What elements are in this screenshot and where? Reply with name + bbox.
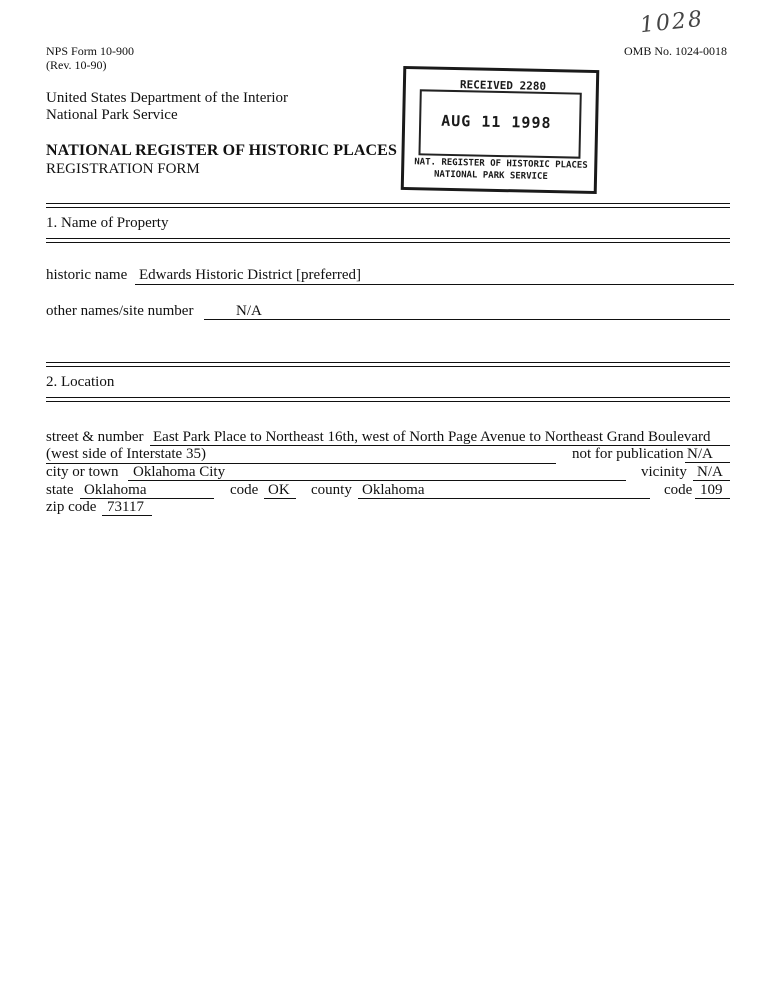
street-field-line2[interactable]: (west side of Interstate 35) [46,446,556,464]
handwritten-number: 1028 [638,6,706,39]
county-label: county [311,482,352,498]
county-field[interactable]: Oklahoma [358,482,650,499]
state-field[interactable]: Oklahoma [80,482,214,499]
agency-name: National Park Service [46,107,178,123]
section-rule [46,362,730,363]
other-names-field[interactable]: N/A [204,303,730,320]
stamp-service-text: NATIONAL PARK SERVICE [433,169,548,183]
historic-name-label: historic name [46,267,128,283]
city-field[interactable]: Oklahoma City [128,464,626,481]
stamp-register-text: NAT. REGISTER OF HISTORIC PLACES [414,157,588,171]
stamp-date: AUG 11 1998 [440,111,552,133]
stamp-received-text: RECEIVED 2280 [459,78,547,93]
vicinity-label: vicinity [641,464,687,480]
county-code-field[interactable]: 109 [695,482,730,499]
page-title: NATIONAL REGISTER OF HISTORIC PLACES [46,142,397,159]
zip-field[interactable]: 73117 [102,499,152,516]
section-rule [46,207,730,208]
county-code-label: code [664,482,693,498]
state-label: state [46,482,74,498]
street-label: street & number [46,429,144,445]
state-code-label: code [230,482,259,498]
other-names-label: other names/site number [46,303,194,319]
state-code-field[interactable]: OK [264,482,296,499]
section-rule [46,238,730,239]
street-field-line1[interactable]: East Park Place to Northeast 16th, west of North Page Avenue to Northeast Grand Boulevard [150,429,730,446]
not-for-publication-label: not for publication [572,446,684,462]
zip-label: zip code [46,499,97,515]
form-revision: (Rev. 10-90) [46,58,107,72]
section-rule [46,397,730,398]
received-stamp [401,66,600,194]
page-subtitle: REGISTRATION FORM [46,161,200,177]
not-for-publication-field[interactable]: N/A [685,446,730,463]
section-rule [46,203,730,204]
section-rule [46,242,730,243]
section-rule [46,401,730,402]
omb-number: OMB No. 1024-0018 [624,44,728,58]
stamp-inner-box [418,89,581,158]
section-rule [46,366,730,367]
department-name: United States Department of the Interior [46,90,289,106]
section-1-heading: 1. Name of Property [46,215,169,231]
section-2-heading: 2. Location [46,374,115,390]
city-label: city or town [46,464,119,480]
vicinity-field[interactable]: N/A [693,464,730,481]
form-name: NPS Form 10-900 [46,44,135,58]
historic-name-field[interactable]: Edwards Historic District [preferred] [135,267,734,285]
